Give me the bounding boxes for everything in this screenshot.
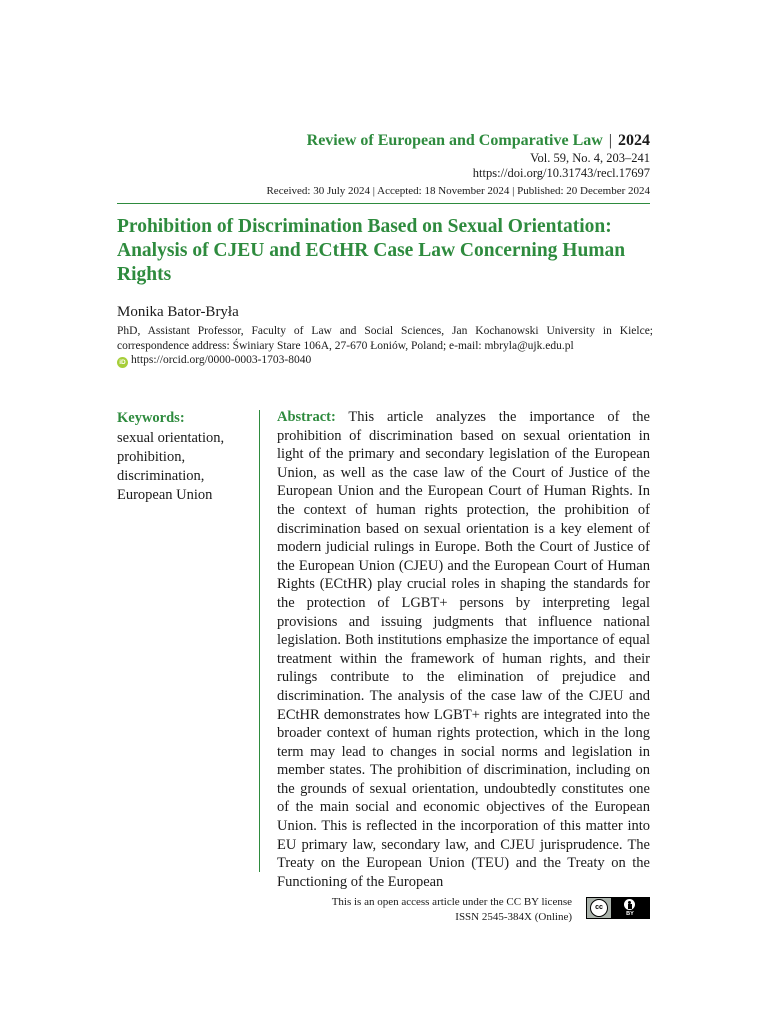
- publication-dates: Received: 30 July 2024 | Accepted: 18 November 2024 | Published: 20 December 2024: [266, 185, 650, 197]
- license-notice: [332, 895, 572, 924]
- keywords-list: [117, 429, 224, 505]
- person-body-shape: [628, 904, 632, 909]
- keyword-item: European Union: [117, 487, 213, 503]
- cc-by-license-icon[interactable]: [586, 897, 650, 919]
- abstract-divider: [259, 410, 260, 872]
- license-text[interactable]: This is an open access article under the CC BY license: [331, 896, 572, 908]
- by-label: BY: [626, 911, 634, 917]
- issn-text: ISSN 2545-384X (Online): [455, 910, 572, 923]
- author-name: Monika Bator-Bryła: [117, 304, 239, 320]
- journal-title-line: [90, 131, 650, 151]
- journal-volume: Vol. 59, No. 4, 203–241: [530, 151, 650, 165]
- abstract-text: This article analyzes the importance of the prohibition of discrimination based on sexual orientation in light of the primary and secondary legislation of the European Union, as well as the case law of the Court of Justice of the European Union and the European Court of Human Rights. In the context of human rights protection, the prohibition of discrimination based on sexual orientation is a key element of modern judicial rulings in Europe. Both the Court of Justice of the European Union (CJEU) and the European Court of Human Rights (ECtHR) play crucial roles in shaping the standards for the protection of LGBT+ persons by interpreting legal provisions and issuing judgments that influence national legislation. Both institutions emphasize the importance of equal treatment within the framework of human rights, and their rulings contribute to the elimination of prejudice and discrimination. The analysis of the case law of the CJEU and ECtHR demonstrates how LGBT+ rights are integrated into the broader context of human rights protection, which in the long term may lead to changes in social norms and legislation in member states. The prohibition of discrimination, including on the grounds of sexual orientation, undoubtedly constitutes one of the main social and economic objectives of the European Union. This is reflected in the incorporation of this matter into EU primary law, secondary law, and CJEU jurisprudence. The Treaty on the European Union (TEU) and the Treaty on the Functioning of the European: [277, 409, 650, 890]
- journal-year: 2024: [618, 132, 650, 149]
- cc-icon: cc: [590, 899, 608, 917]
- keyword-item: discrimination,: [117, 468, 205, 484]
- journal-name: Review of European and Comparative Law: [306, 132, 603, 149]
- orcid-line: [117, 353, 311, 368]
- keywords-heading: Keywords:: [117, 410, 185, 426]
- orcid-icon: iD: [117, 357, 128, 368]
- author-affiliation: PhD, Assistant Professor, Faculty of Law and Social Sciences, Jan Kochanowski University in Kielce; correspondence address: Świniary Stare 106A, 27-670 Łoniów, Poland; e-mail: mbryla@ujk.edu.pl: [117, 325, 653, 352]
- journal-header: [90, 131, 650, 198]
- by-attribution-block: [611, 898, 649, 918]
- keyword-item: sexual orientation,: [117, 430, 225, 446]
- abstract: [277, 408, 650, 890]
- article-title: Prohibition of Discrimination Based on Sexual Orientation: Analysis of CJEU and ECtHR Case Law Concerning Human Rights: [117, 216, 626, 285]
- header-divider: [117, 203, 650, 204]
- journal-separator: |: [608, 132, 612, 149]
- abstract-label: Abstract:: [277, 409, 336, 425]
- journal-doi-link[interactable]: https://doi.org/10.31743/recl.17697: [472, 166, 650, 180]
- keyword-item: prohibition,: [117, 449, 186, 465]
- orcid-link[interactable]: https://orcid.org/0000-0003-1703-8040: [131, 354, 312, 366]
